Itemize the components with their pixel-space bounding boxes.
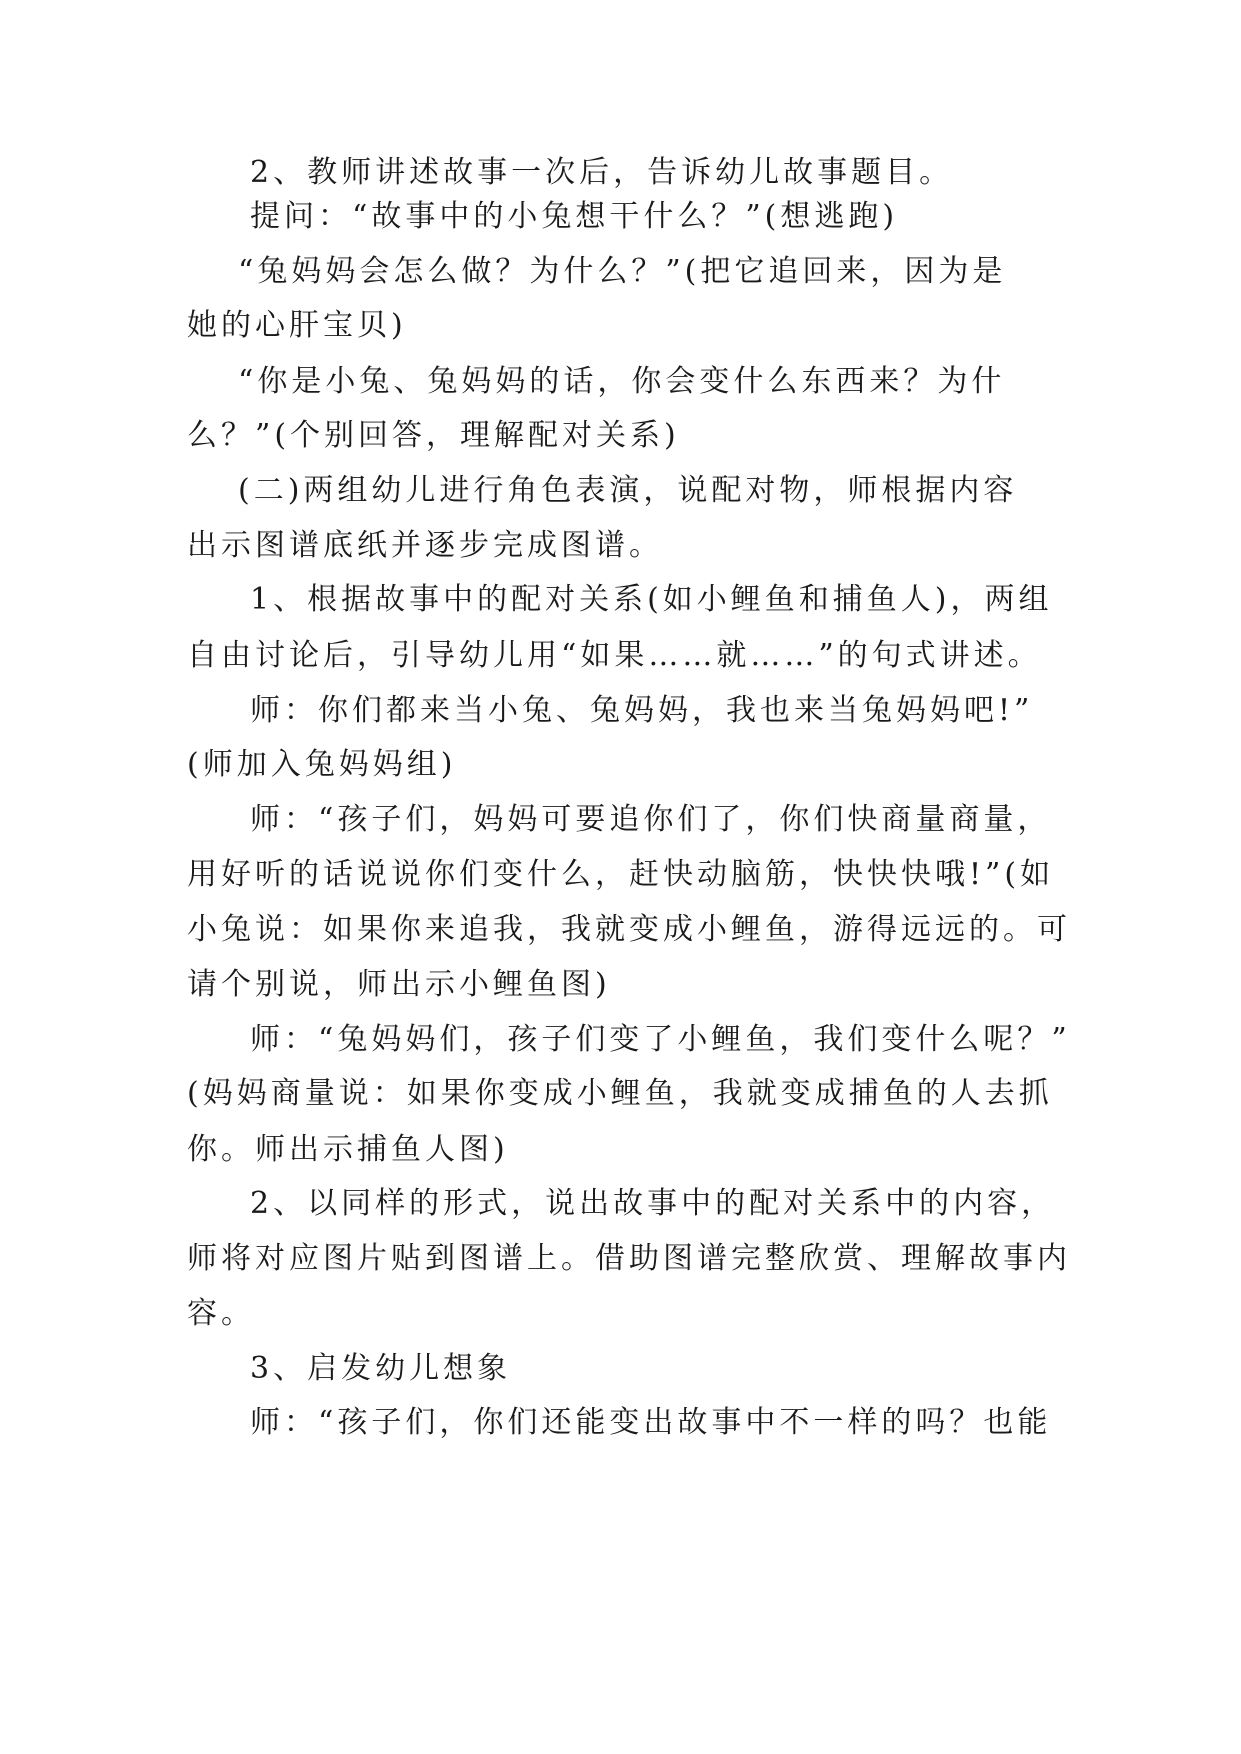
text-line: “你是小兔、兔妈妈的话，你会变什么东西来？为什 bbox=[238, 364, 1006, 399]
text-line: 师：你们都来当小兔、兔妈妈，我也来当兔妈妈吧!” bbox=[250, 693, 1034, 728]
text-line: 2、教师讲述故事一次后，告诉幼儿故事题目。 bbox=[250, 155, 954, 190]
text-line: 师：“孩子们，妈妈可要追你们了，你们快商量商量， bbox=[250, 802, 1052, 837]
text-line: (二)两组幼儿进行角色表演，说配对物，师根据内容 bbox=[238, 473, 1018, 508]
text-line: 师将对应图片贴到图谱上。借助图谱完整欣赏、理解故事内 bbox=[187, 1241, 1071, 1276]
text-line: 出示图谱底纸并逐步完成图谱。 bbox=[187, 528, 663, 563]
text-line: 你。师出示捕鱼人图) bbox=[187, 1132, 509, 1167]
text-line: “兔妈妈会怎么做？为什么？”(把它追回来，因为是 bbox=[238, 254, 1007, 289]
text-line: 容。 bbox=[187, 1296, 255, 1331]
text-line: 她的心肝宝贝) bbox=[187, 308, 407, 343]
text-line: (师加入兔妈妈组) bbox=[187, 747, 457, 782]
text-line: 提问：“故事中的小兔想干什么？”(想逃跑) bbox=[250, 199, 899, 234]
text-line: 么？”(个别回答，理解配对关系) bbox=[187, 418, 680, 453]
text-line: 1、根据故事中的配对关系(如小鲤鱼和捕鱼人)，两组 bbox=[250, 582, 1053, 617]
text-line: 3、启发幼儿想象 bbox=[250, 1351, 512, 1386]
text-line: 师：“兔妈妈们，孩子们变了小鲤鱼，我们变什么呢？” bbox=[250, 1022, 1071, 1057]
text-line: 请个别说，师出示小鲤鱼图) bbox=[187, 967, 611, 1002]
text-line: 自由讨论后，引导幼儿用“如果……就……”的句式讲述。 bbox=[187, 638, 1042, 673]
text-line: 用好听的话说说你们变什么，赶快动脑筋，快快快哦!”(如 bbox=[187, 857, 1055, 892]
text-line: 2、以同样的形式，说出故事中的配对关系中的内容， bbox=[250, 1186, 1056, 1221]
text-line: (妈妈商量说：如果你变成小鲤鱼，我就变成捕鱼的人去抓 bbox=[187, 1076, 1053, 1111]
text-line: 小兔说：如果你来追我，我就变成小鲤鱼，游得远远的。可 bbox=[187, 912, 1071, 947]
text-line: 师：“孩子们，你们还能变出故事中不一样的吗？也能 bbox=[250, 1405, 1052, 1440]
